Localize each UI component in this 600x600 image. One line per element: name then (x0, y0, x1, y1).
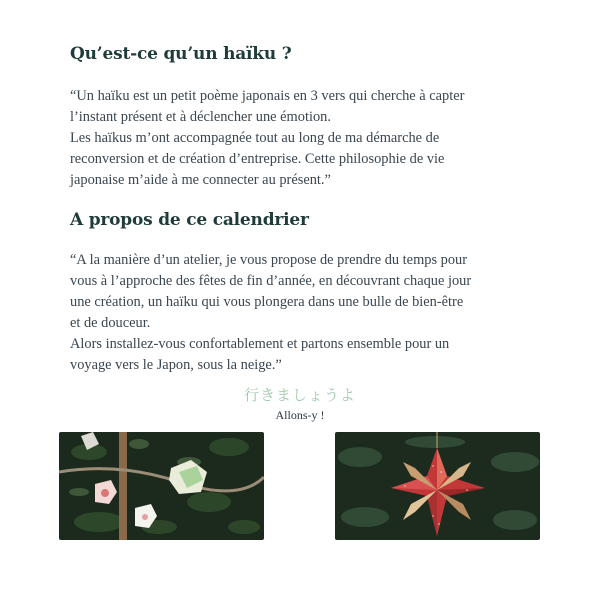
origami-lanterns-image (59, 432, 264, 540)
text-line: voyage vers le Japon, sous la neige.” (70, 357, 282, 373)
photo-paper-star (335, 432, 540, 540)
text-line: “A la manière d’un atelier, je vous propose de prendre du temps pour (70, 252, 468, 268)
text-line: et de douceur. (70, 315, 151, 331)
translation-caption: Allons-y ! (275, 408, 325, 422)
paragraph-haiku-definition (70, 86, 540, 191)
text-line: Alors installez-vous confortablement et partons ensemble pour un (70, 336, 450, 352)
text-line: vous à l’approche des fêtes de fin d’année, en découvrant chaque jour (70, 273, 472, 289)
text-line: reconversion et de création d’entreprise. Cette philosophie de vie (70, 151, 445, 167)
text-line: l’instant présent et à déclencher une émotion. (70, 109, 331, 125)
paragraph-about-calendar (70, 250, 540, 376)
text-line: “Un haïku est un petit poème japonais en 3 vers qui cherche à capter (70, 88, 465, 104)
paper-star-image (335, 432, 540, 540)
heading-about-calendar: A propos de ce calendrier (70, 210, 309, 230)
heading-what-is-haiku: Qu’est-ce qu’un haïku ? (70, 44, 292, 64)
text-line: japonaise m’aide à me connecter au présent.” (70, 172, 331, 188)
text-line: Les haïkus m’ont accompagnée tout au long de ma démarche de (70, 130, 440, 146)
photo-origami-lanterns (59, 432, 264, 540)
text-line: une création, un haïku qui vous plongera dans une bulle de bien-être (70, 294, 464, 310)
japanese-phrase: 行きましょうよ (243, 386, 356, 404)
